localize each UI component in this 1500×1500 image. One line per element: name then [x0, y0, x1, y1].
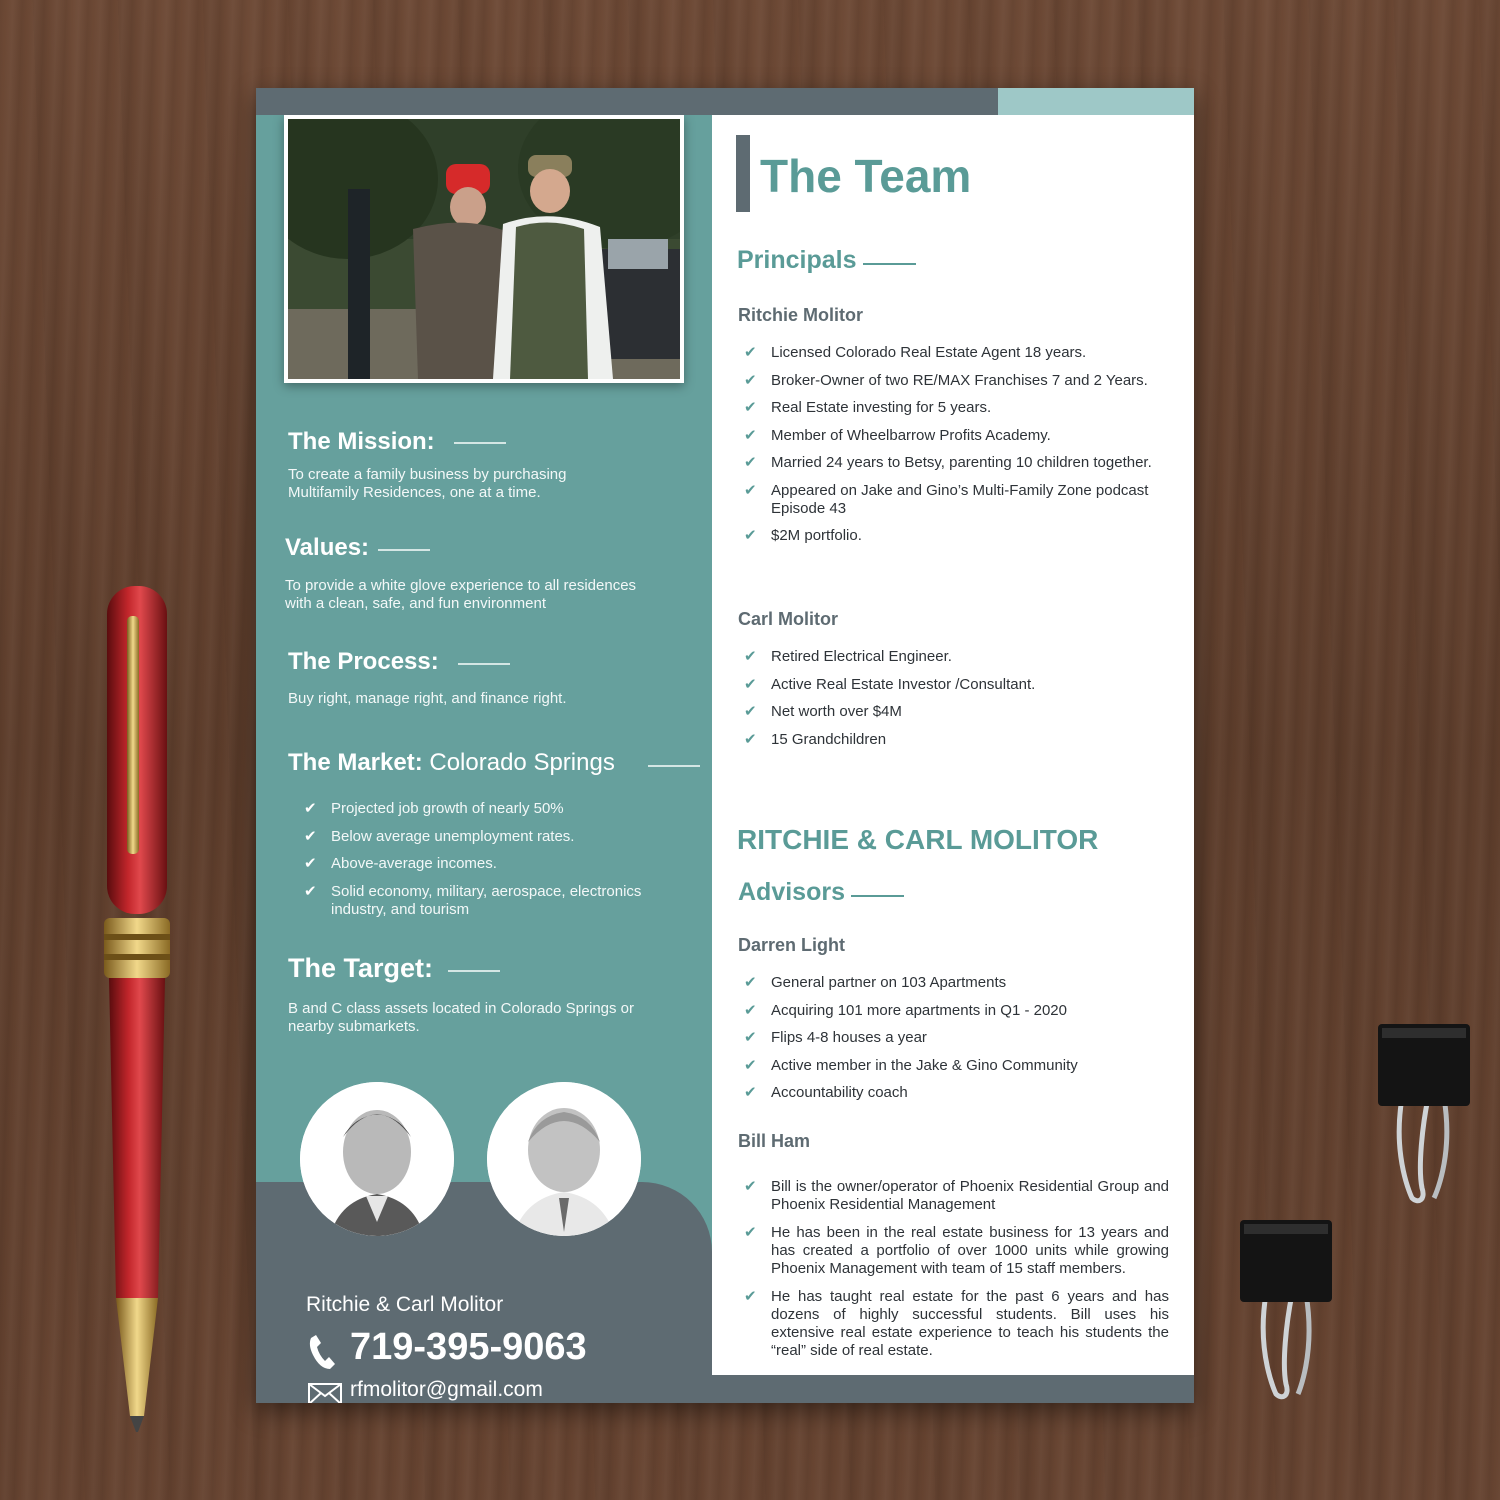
values-heading: Values: [285, 534, 370, 561]
check-icon: ✔ [744, 527, 757, 544]
check-icon: ✔ [304, 800, 317, 817]
target-rule [448, 970, 500, 972]
values-rule [378, 549, 430, 551]
list-item: ✔ Solid economy, military, aerospace, electronics industry, and tourism [304, 882, 642, 918]
list-item: ✔ Retired Electrical Engineer. [744, 648, 952, 665]
check-icon: ✔ [304, 827, 317, 845]
check-icon: ✔ [744, 454, 757, 471]
mission-heading: The Mission: [288, 428, 435, 455]
flyer-top-bar [256, 88, 994, 115]
market-heading [288, 749, 615, 777]
list-item: ✔ Projected job growth of nearly 50% [304, 800, 564, 817]
list-item: ✔ Acquiring 101 more apartments in Q1 - 2020 [744, 1001, 1067, 1019]
left-panel [256, 115, 712, 1403]
list-item: ✔ Appeared on Jake and Gino’s Multi-Family Zone podcast Episode 43 [744, 481, 1149, 517]
check-icon: ✔ [744, 481, 757, 499]
check-icon: ✔ [744, 730, 757, 748]
ritchie-list [744, 344, 1169, 555]
list-item: ✔ Broker-Owner of two RE/MAX Franchises 7 and 2 Years. [744, 371, 1148, 389]
list-item: ✔ Real Estate investing for 5 years. [744, 399, 992, 416]
advisor-name-darren: Darren Light [738, 935, 846, 955]
principal-name-ritchie: Ritchie Molitor [738, 305, 863, 325]
avatar-ritchie [300, 1082, 454, 1236]
check-icon: ✔ [744, 675, 757, 693]
list-item: ✔ He has taught real estate for the past 6 years and has dozens of highly successful students. Bill uses his extensive real estate experience to teach his students the “real” side of real estate. [744, 1288, 1169, 1359]
brand-name: RITCHIE & CARL MOLITOR [737, 824, 1099, 855]
page-title: The Team [760, 150, 972, 202]
list-item: ✔ Active Real Estate Investor /Consultant. [744, 675, 1036, 693]
check-icon: ✔ [304, 882, 317, 900]
portrait-image [300, 1082, 454, 1236]
contact-email[interactable]: rfmolitor@gmail.com [350, 1378, 543, 1401]
flyer [256, 88, 1194, 1403]
list-item: ✔ Accountability coach [744, 1084, 908, 1101]
values-text: To provide a white glove experience to all residences with a clean, safe, and fun environment [285, 577, 637, 612]
team-photo [284, 115, 684, 383]
check-icon: ✔ [744, 1224, 757, 1241]
list-item: ✔ 15 Grandchildren [744, 730, 887, 748]
mail-icon [308, 1383, 342, 1403]
contact-name: Ritchie & Carl Molitor [306, 1293, 504, 1316]
list-item: ✔ He has been in the real estate business for 13 years and has created a portfolio of over 1000 units while growing Phoenix Management with team of 15 staff members. [744, 1224, 1169, 1277]
darren-list [744, 974, 1169, 1112]
phone-icon [308, 1333, 336, 1371]
list-item: ✔ Active member in the Jake & Gino Community [744, 1056, 1078, 1074]
list-item: ✔ Net worth over $4M [744, 703, 902, 720]
target-text: B and C class assets located in Colorado Springs or nearby submarkets. [288, 1000, 635, 1035]
list-item: ✔ Above-average incomes. [304, 855, 497, 872]
market-list [304, 800, 664, 928]
check-icon: ✔ [744, 1288, 757, 1305]
market-heading-label: The Market: [288, 749, 423, 776]
process-rule [458, 663, 510, 665]
principals-rule [863, 263, 916, 265]
list-item: ✔ Flips 4-8 houses a year [744, 1029, 927, 1046]
check-icon: ✔ [744, 1001, 757, 1019]
list-item: ✔ Bill is the owner/operator of Phoenix Residential Group and Phoenix Residential Management [744, 1178, 1169, 1213]
portrait-image [487, 1082, 641, 1236]
check-icon: ✔ [744, 1029, 757, 1046]
check-icon: ✔ [744, 703, 757, 720]
list-item: ✔ $2M portfolio. [744, 527, 862, 544]
check-icon: ✔ [744, 1084, 757, 1101]
bill-list [744, 1178, 1169, 1370]
list-item: ✔ Licensed Colorado Real Estate Agent 18 years. [744, 344, 1087, 361]
target-heading: The Target: [288, 953, 434, 983]
team-photo-image [288, 119, 680, 379]
carl-list [744, 648, 1169, 758]
list-item: ✔ Member of Wheelbarrow Profits Academy. [744, 426, 1051, 444]
advisor-name-bill: Bill Ham [738, 1131, 811, 1151]
check-icon: ✔ [304, 855, 317, 872]
flyer-top-accent [998, 88, 1194, 115]
check-icon: ✔ [744, 1056, 757, 1074]
list-item: ✔ Below average unemployment rates. [304, 827, 575, 845]
list-item: ✔ Married 24 years to Betsy, parenting 10 children together. [744, 454, 1152, 471]
mission-rule [454, 442, 506, 444]
market-city: Colorado Springs [429, 749, 615, 776]
binder-clip-image [1234, 1214, 1338, 1404]
check-icon: ✔ [744, 344, 757, 361]
process-heading: The Process: [288, 648, 439, 675]
check-icon: ✔ [744, 371, 757, 389]
check-icon: ✔ [744, 426, 757, 444]
check-icon: ✔ [744, 974, 757, 991]
principals-heading: Principals [737, 246, 857, 274]
avatar-carl [487, 1082, 641, 1236]
check-icon: ✔ [744, 648, 757, 665]
pen-image [100, 586, 180, 1436]
advisors-rule [851, 895, 904, 897]
title-accent-bar [736, 135, 750, 212]
mission-text: To create a family business by purchasing Multifamily Residences, one at a time. [288, 466, 567, 501]
process-text: Buy right, manage right, and finance right. [288, 690, 567, 707]
right-panel [712, 115, 1194, 1375]
market-rule [648, 765, 700, 767]
contact-phone[interactable]: 719-395-9063 [350, 1326, 587, 1368]
list-item: ✔ General partner on 103 Apartments [744, 974, 1007, 991]
binder-clip-image [1372, 1018, 1476, 1208]
check-icon: ✔ [744, 1178, 757, 1195]
check-icon: ✔ [744, 399, 757, 416]
principal-name-carl: Carl Molitor [738, 609, 839, 629]
advisors-heading: Advisors [738, 878, 845, 906]
